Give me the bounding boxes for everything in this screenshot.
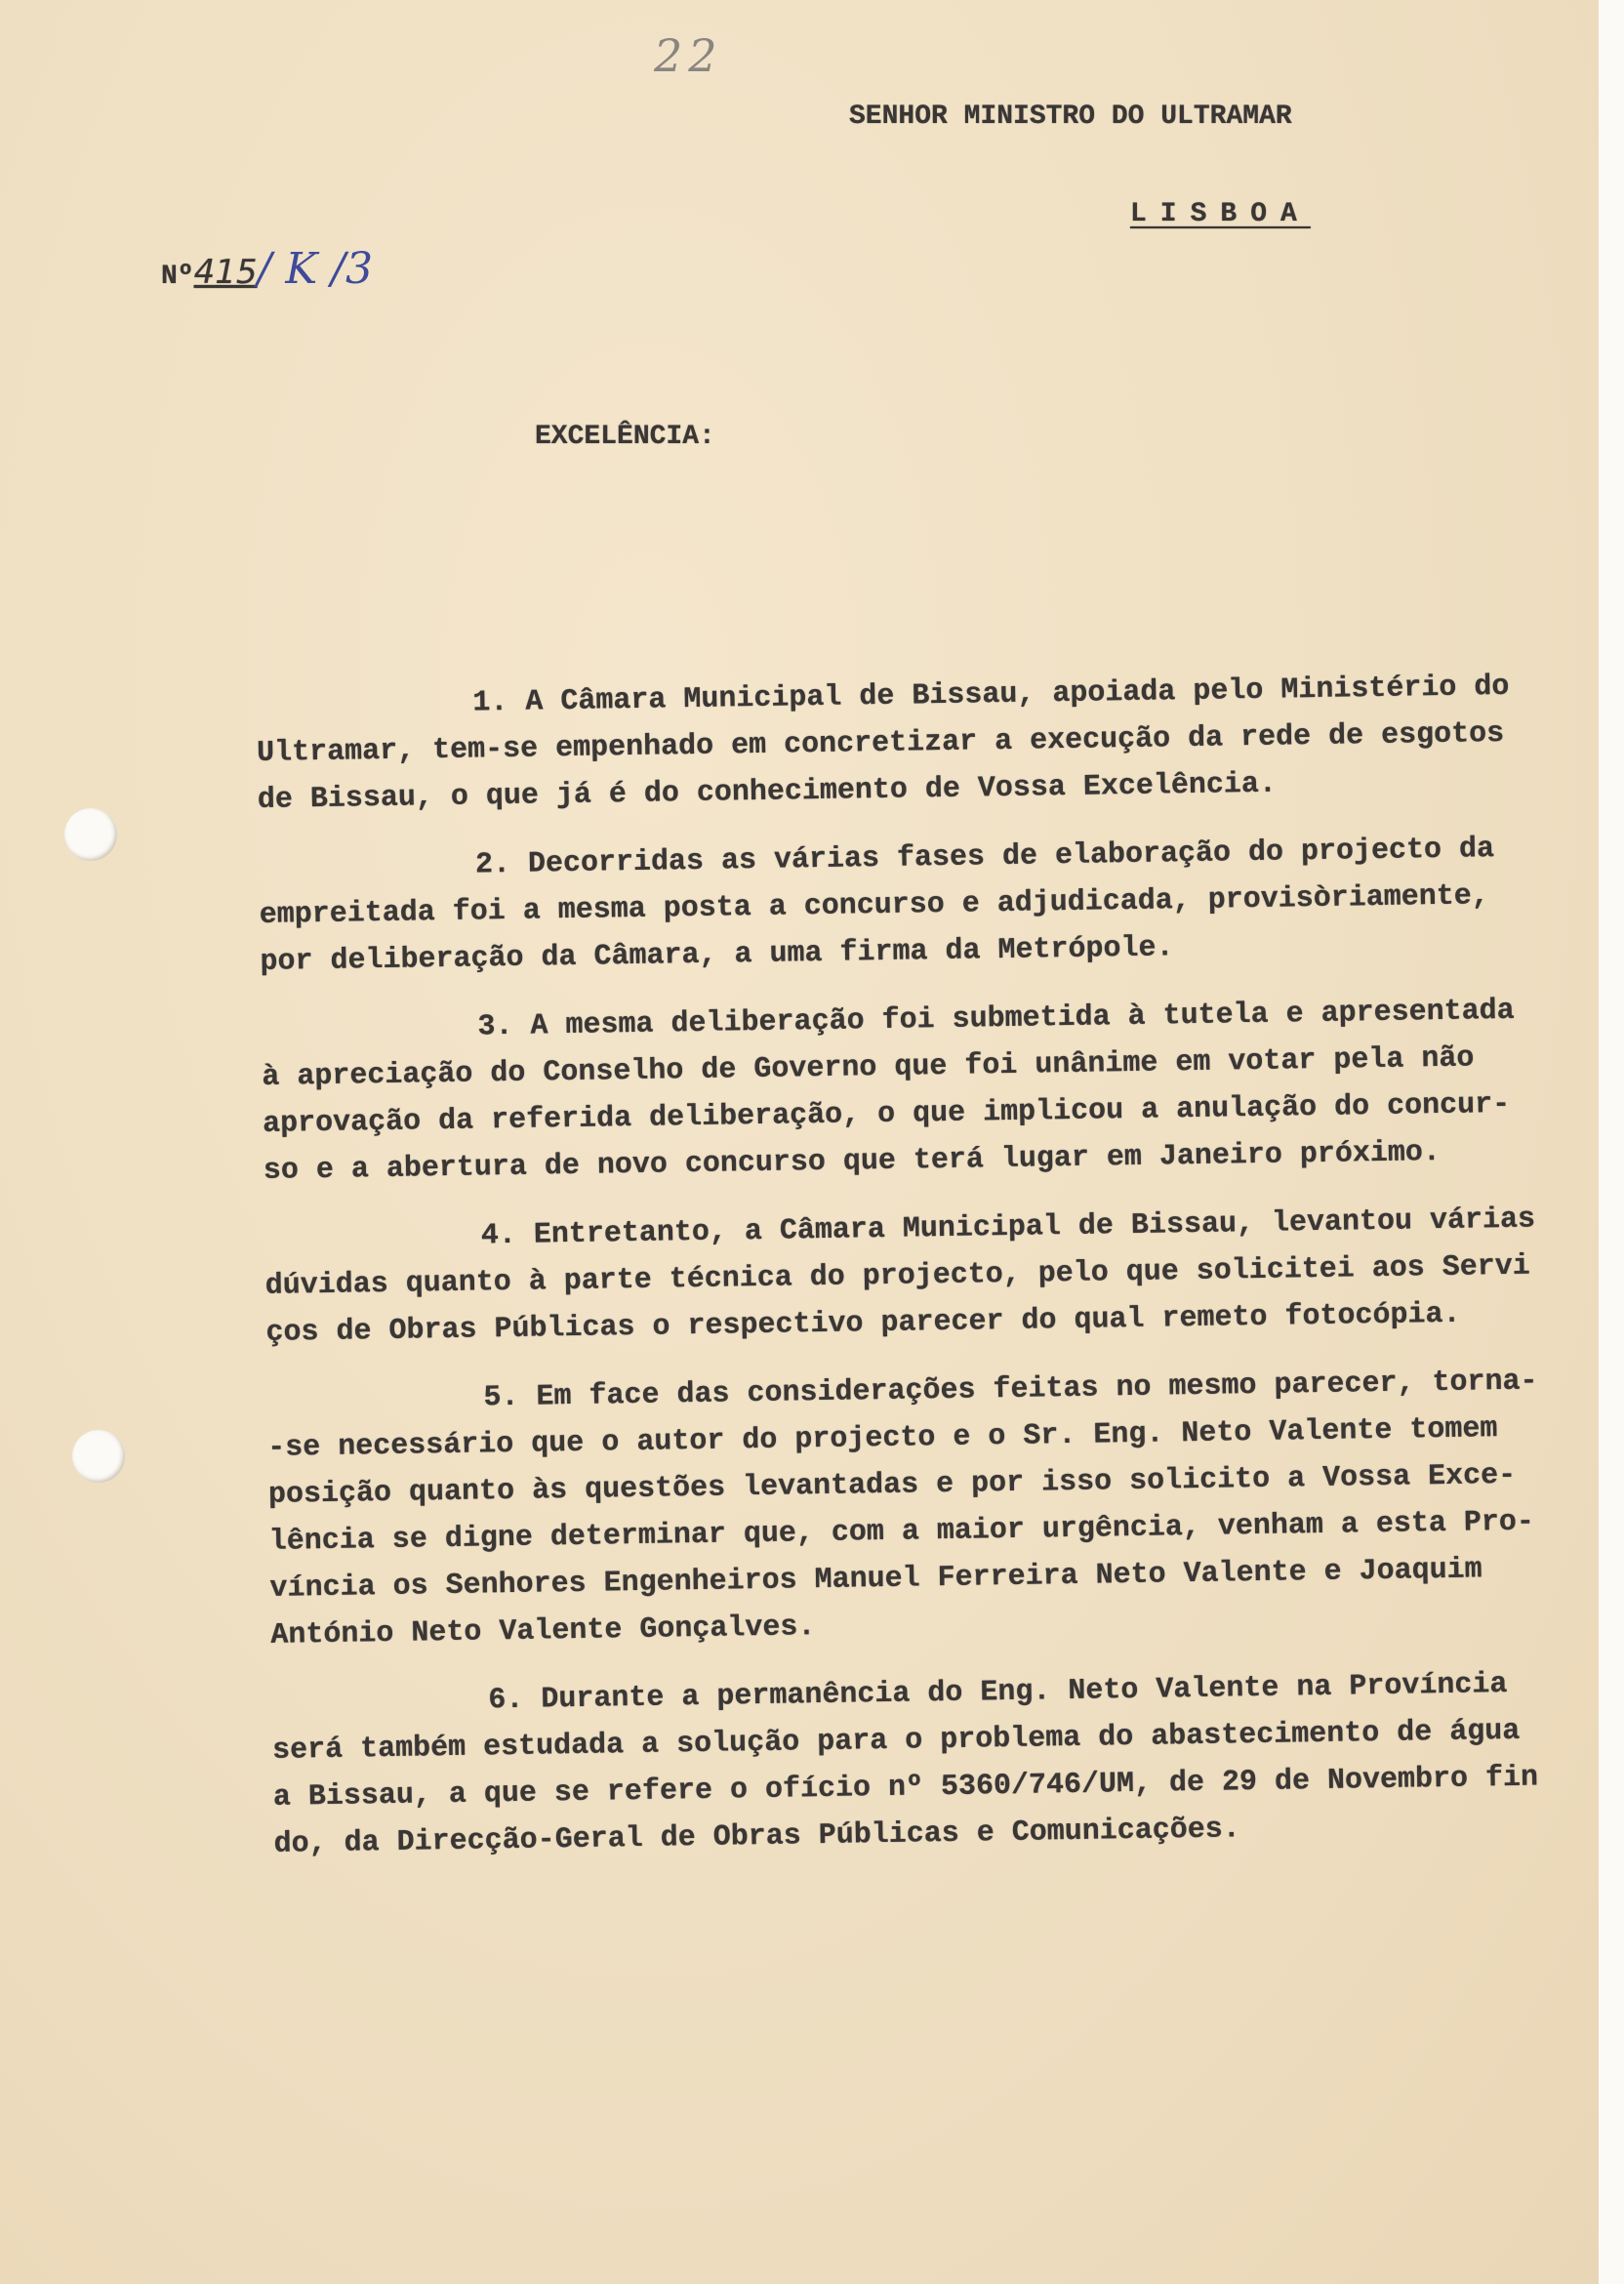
page-edge	[1599, 0, 1624, 2284]
paragraph-4	[264, 1196, 1555, 1357]
text-line: 4. Entretanto, a Câmara Municipal de Bissau, levantou várias	[480, 1203, 1536, 1253]
text-line: de Bissau, o que já é do conhecimento de Vossa Excelência.	[257, 767, 1278, 817]
text-line: -se necessário que o autor do projecto e o Sr. Eng. Neto Valente tomem	[267, 1412, 1498, 1465]
text-line: 6. Durante a permanência do Eng. Neto Valente na Província	[488, 1667, 1508, 1718]
text-line: do, da Direcção-Geral de Obras Públicas e Comunicações.	[273, 1813, 1241, 1861]
paragraph-6	[271, 1660, 1563, 1868]
punch-hole	[72, 1430, 125, 1483]
text-line: aprovação da referida deliberação, o que implicou a anulação do concur-	[262, 1087, 1511, 1141]
city: LISBOA	[1130, 199, 1311, 229]
text-line: lência se digne determinar que, com a maior urgência, venham a esta Pro-	[268, 1505, 1535, 1559]
addressee: SENHOR MINISTRO DO ULTRAMAR	[849, 102, 1292, 132]
paragraph-1	[256, 663, 1546, 824]
text-line: dúvidas quanto à parte técnica do projecto, pelo que solicitei aos Servi	[264, 1249, 1531, 1303]
text-line: posição quanto às questões levantadas e por isso solicito a Vossa Exce-	[267, 1458, 1517, 1512]
text-line: será também estudada a solução para o problema do abastecimento de água	[271, 1714, 1521, 1768]
punch-hole	[64, 808, 117, 861]
letter-body	[256, 663, 1563, 1890]
text-line: empreitada foi a mesma posta a concurso e adjudicada, provisòriamente,	[259, 879, 1490, 932]
text-line: ços de Obras Públicas o respectivo parecer do qual remeto fotocópia.	[265, 1297, 1461, 1350]
paragraph-5	[266, 1358, 1559, 1659]
text-line: 5. Em face das considerações feitas no mesmo parecer, torna-	[483, 1365, 1538, 1415]
text-line: 1. A Câmara Municipal de Bissau, apoiada pelo Ministério do	[472, 670, 1510, 720]
reference-prefix: Nº	[161, 262, 194, 292]
text-line: víncia os Senhores Engenheiros Manuel Ferreira Neto Valente e Joaquim	[269, 1553, 1482, 1606]
paragraph-2	[259, 825, 1549, 986]
text-line: so e a abertura de novo concurso que terá lugar em Janeiro próximo.	[263, 1135, 1441, 1188]
reference-number	[161, 244, 373, 294]
text-line: Ultramar, tem-se empenhado em concretizar a execução da rede de esgotos	[256, 716, 1505, 770]
paragraph-3	[261, 987, 1552, 1195]
handwritten-page-number: 22	[654, 29, 723, 82]
text-line: António Neto Valente Gonçalves.	[270, 1611, 816, 1652]
reference-number-value: 415	[193, 253, 258, 292]
text-line: à apreciação do Conselho de Governo que foi unânime em votar pela não	[262, 1041, 1475, 1094]
text-line: por deliberação da Câmara, a uma firma da Metrópole.	[260, 931, 1174, 979]
text-line: a Bissau, a que se refere o ofício nº 5360/746/UM, de 29 de Novembro fin	[272, 1761, 1539, 1815]
text-line: 3. A mesma deliberação foi submetida à tutela e apresentada	[477, 994, 1515, 1044]
salutation: EXCELÊNCIA:	[535, 422, 715, 452]
text-line: 2. Decorridas as várias fases de elaboração do projecto da	[474, 833, 1495, 882]
reference-handwritten: / K /3	[257, 244, 374, 294]
